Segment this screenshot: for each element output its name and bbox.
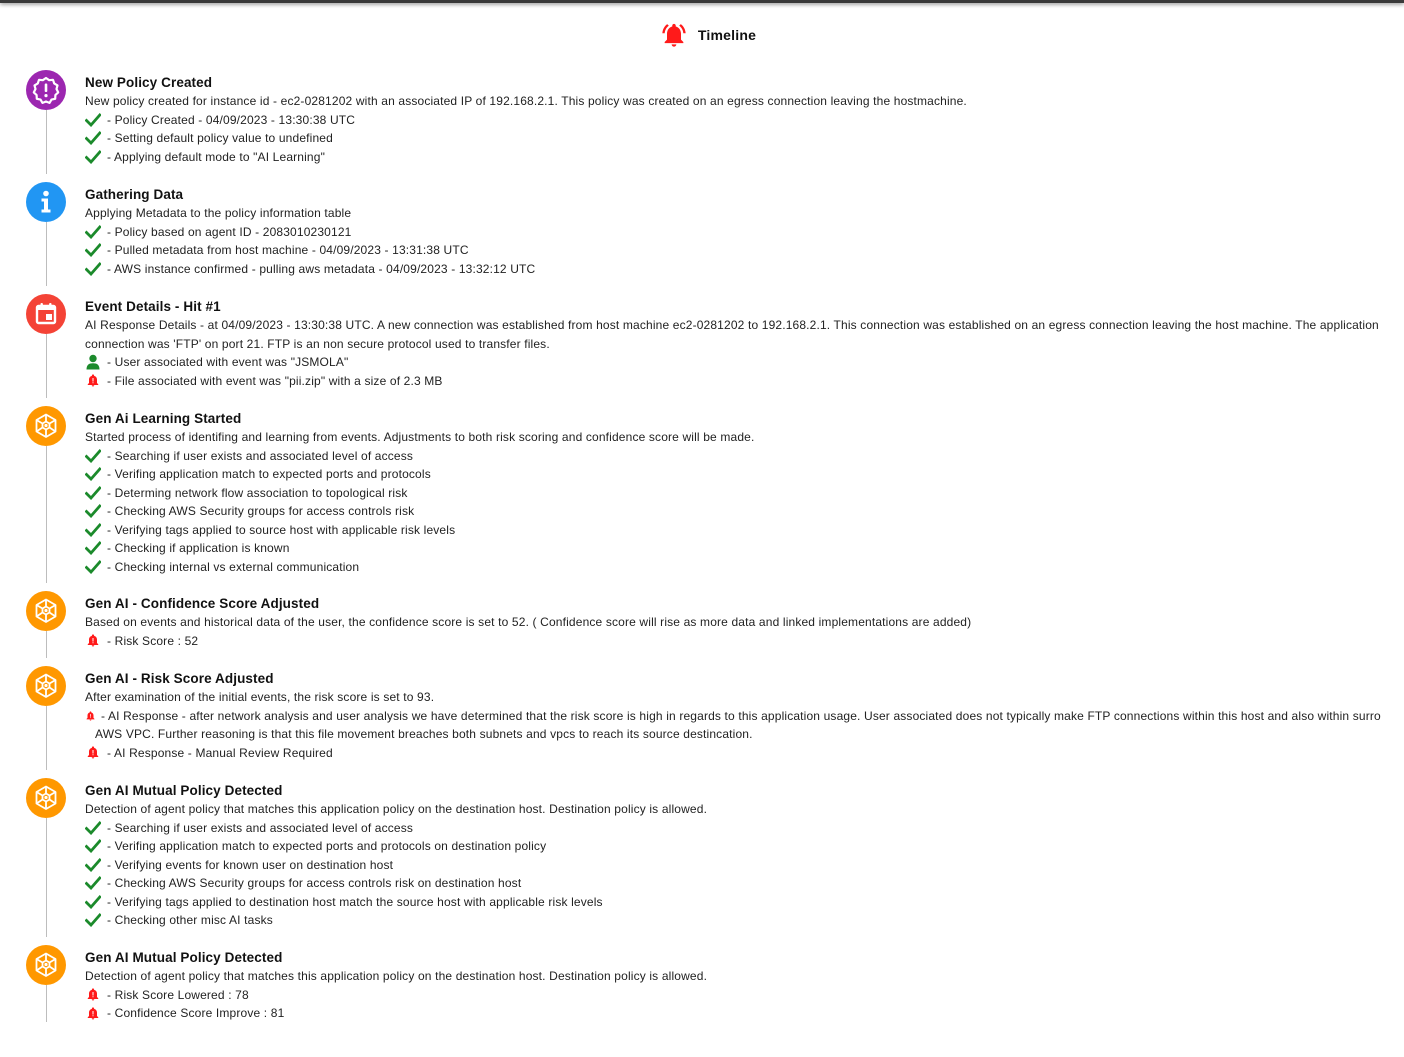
event-title: Gathering Data bbox=[85, 187, 184, 202]
event-description: New policy created for instance id - ec2-0281202 with an associated IP of 192.168.2.1. This policy was created on an egress connection leaving the hostmachine. bbox=[85, 94, 967, 108]
list-item bbox=[85, 893, 1404, 912]
list-item bbox=[85, 539, 1404, 558]
check-icon bbox=[85, 558, 101, 576]
list-item-text: - Verifing application match to expected ports and protocols on destination policy bbox=[107, 839, 547, 853]
event-title: Gen Ai Learning Started bbox=[85, 411, 242, 426]
event-steps bbox=[85, 819, 1404, 930]
bell-icon bbox=[85, 707, 95, 725]
timeline-connector bbox=[46, 110, 47, 174]
timeline-event bbox=[0, 778, 1404, 930]
check-icon bbox=[85, 911, 101, 929]
list-item bbox=[85, 502, 1404, 521]
list-item bbox=[85, 707, 1404, 726]
list-item-text: - AWS instance confirmed - pulling aws metadata - 04/09/2023 - 13:32:12 UTC bbox=[107, 261, 536, 276]
event-steps bbox=[85, 632, 1404, 651]
list-item bbox=[85, 129, 1404, 148]
list-item-text: - Confidence Score Improve : 81 bbox=[107, 1006, 285, 1020]
list-item-text: - Determing network flow association to topological risk bbox=[107, 485, 408, 500]
list-item bbox=[85, 558, 1404, 577]
timeline-event bbox=[0, 666, 1404, 762]
list-item-text: - Verifing application match to expected ports and protocols bbox=[107, 467, 431, 481]
list-item-text: - Checking if application is known bbox=[107, 541, 290, 555]
check-icon bbox=[85, 223, 101, 241]
check-icon bbox=[85, 241, 101, 259]
timeline-event bbox=[0, 70, 1404, 166]
timeline-connector bbox=[46, 222, 47, 286]
check-icon bbox=[85, 856, 101, 874]
event-steps bbox=[85, 111, 1404, 167]
ai-hexagon-icon bbox=[26, 666, 66, 706]
list-item bbox=[85, 819, 1404, 838]
event-description: After examination of the initial events, the risk score is set to 93. bbox=[85, 690, 435, 704]
list-item-text: - Checking internal vs external communication bbox=[107, 559, 360, 574]
timeline-connector bbox=[46, 818, 47, 937]
list-item-text: - Pulled metadata from host machine - 04/09/2023 - 13:31:38 UTC bbox=[107, 243, 469, 257]
event-title: Gen AI Mutual Policy Detected bbox=[85, 950, 283, 965]
list-item-text: - Setting default policy value to undefined bbox=[107, 131, 333, 145]
timeline-connector bbox=[46, 446, 47, 583]
list-item-text: - Risk Score : 52 bbox=[107, 633, 199, 648]
policy-alert-icon bbox=[26, 70, 66, 110]
event-title: Gen AI - Risk Score Adjusted bbox=[85, 671, 274, 686]
timeline-connector bbox=[46, 334, 47, 398]
ai-hexagon-icon bbox=[26, 945, 66, 985]
list-item-text: - Verifying tags applied to source host with applicable risk levels bbox=[107, 522, 456, 537]
check-icon bbox=[85, 465, 101, 483]
event-title: Gen AI - Confidence Score Adjusted bbox=[85, 596, 320, 611]
timeline-event-body bbox=[85, 945, 1404, 1023]
bell-icon bbox=[85, 986, 101, 1004]
check-icon bbox=[85, 260, 101, 278]
timeline-event-body bbox=[85, 182, 1404, 278]
check-icon bbox=[85, 484, 101, 502]
window-top-border bbox=[0, 0, 1404, 3]
list-item-text: - Verifying events for known user on destination host bbox=[107, 857, 394, 872]
event-title: Gen AI Mutual Policy Detected bbox=[85, 783, 283, 798]
event-title: Event Details - Hit #1 bbox=[85, 299, 221, 314]
list-item-text: - User associated with event was "JSMOLA" bbox=[107, 355, 349, 369]
timeline-event-body bbox=[85, 70, 1404, 166]
event-description: Started process of identifing and learning from events. Adjustments to both risk scoring and confidence score will be made. bbox=[85, 430, 755, 444]
list-item-text: - Checking other misc AI tasks bbox=[107, 913, 273, 927]
timeline-header bbox=[0, 20, 1404, 50]
bell-icon bbox=[85, 744, 101, 762]
bell-icon bbox=[85, 632, 101, 650]
list-item bbox=[85, 484, 1404, 503]
list-item bbox=[85, 837, 1404, 856]
list-item-text: - Verifying tags applied to destination host match the source host with applicable risk levels bbox=[107, 894, 603, 909]
list-item-text: - Searching if user exists and associated level of access bbox=[107, 448, 414, 463]
bell-icon bbox=[85, 372, 101, 390]
event-description: connection was 'FTP' on port 21. FTP is an non secure protocol used to transfer files. bbox=[85, 336, 550, 351]
timeline-connector bbox=[46, 631, 47, 658]
check-icon bbox=[85, 837, 101, 855]
list-item bbox=[85, 986, 1404, 1005]
check-icon bbox=[85, 111, 101, 129]
timeline-event-body bbox=[85, 406, 1404, 576]
ai-hexagon-icon bbox=[26, 778, 66, 818]
list-item bbox=[85, 353, 1404, 372]
event-description: AI Response Details - at 04/09/2023 - 13:30:38 UTC. A new connection was established from host machine ec2-0281202 to 192.168.2.1. This connection was established on an egress connection leaving the host machine. The application bbox=[85, 318, 1379, 332]
list-item bbox=[85, 447, 1404, 466]
user-icon bbox=[85, 353, 101, 371]
event-steps bbox=[85, 986, 1404, 1023]
event-description: Detection of agent policy that matches this application policy on the destination host. Destination policy is allowed. bbox=[85, 802, 708, 816]
list-item bbox=[85, 223, 1404, 242]
check-icon bbox=[85, 893, 101, 911]
calendar-icon bbox=[26, 294, 66, 334]
check-icon bbox=[85, 447, 101, 465]
timeline-event bbox=[0, 294, 1404, 390]
check-icon bbox=[85, 129, 101, 147]
timeline-event bbox=[0, 591, 1404, 650]
list-item-text: - File associated with event was "pii.zip" with a size of 2.3 MB bbox=[107, 373, 443, 388]
list-item bbox=[85, 1004, 1404, 1023]
timeline-event-body bbox=[85, 778, 1404, 930]
list-item bbox=[85, 521, 1404, 540]
list-item-text: - Policy based on agent ID - 2083010230121 bbox=[107, 224, 352, 239]
check-icon bbox=[85, 874, 101, 892]
list-item-text: - Checking AWS Security groups for access controls risk bbox=[107, 504, 415, 518]
check-icon bbox=[85, 521, 101, 539]
list-item-text: - AI Response - Manual Review Required bbox=[107, 745, 333, 760]
event-steps bbox=[85, 223, 1404, 279]
list-item bbox=[85, 372, 1404, 391]
list-item-text: - Policy Created - 04/09/2023 - 13:30:38 UTC bbox=[107, 112, 356, 127]
info-icon bbox=[26, 182, 66, 222]
list-item-text: - Applying default mode to "AI Learning" bbox=[107, 149, 325, 164]
list-item bbox=[85, 241, 1404, 260]
list-item-continuation: AWS VPC. Further reasoning is that this file movement breaches both subnets and vpcs to reach its source destincation. bbox=[95, 727, 753, 741]
timeline-event-body bbox=[85, 666, 1404, 762]
timeline-connector bbox=[46, 985, 47, 1022]
event-description: Detection of agent policy that matches this application policy on the destination host. Destination policy is allowed. bbox=[85, 969, 708, 983]
bell-icon bbox=[660, 21, 688, 49]
check-icon bbox=[85, 502, 101, 520]
list-item bbox=[85, 148, 1404, 167]
check-icon bbox=[85, 819, 101, 837]
bell-icon bbox=[85, 1004, 101, 1022]
check-icon bbox=[85, 148, 101, 166]
list-item bbox=[85, 856, 1404, 875]
event-steps bbox=[85, 447, 1404, 577]
list-item-text: - AI Response - after network analysis and user analysis we have determined that the risk score is high in regards to this application usage. User associated does not typically make FTP connections within this host and also within surro bbox=[101, 708, 1381, 723]
list-item bbox=[85, 632, 1404, 651]
event-description: Based on events and historical data of the user, the confidence score is set to 52. ( Confidence score will rise as more data and linked implementations are added) bbox=[85, 615, 972, 629]
event-steps bbox=[85, 353, 1404, 390]
ai-hexagon-icon bbox=[26, 406, 66, 446]
list-item-text: - Checking AWS Security groups for access controls risk on destination host bbox=[107, 876, 522, 890]
timeline-event bbox=[0, 945, 1404, 1023]
timeline-event-body bbox=[85, 294, 1404, 390]
event-title: New Policy Created bbox=[85, 75, 213, 90]
list-item bbox=[85, 465, 1404, 484]
list-item-text: - Searching if user exists and associated level of access bbox=[107, 820, 414, 835]
timeline-connector bbox=[46, 706, 47, 770]
ai-hexagon-icon bbox=[26, 591, 66, 631]
list-item-text: - Risk Score Lowered : 78 bbox=[107, 987, 249, 1002]
list-item bbox=[85, 911, 1404, 930]
check-icon bbox=[85, 539, 101, 557]
timeline-event bbox=[0, 182, 1404, 278]
timeline-event bbox=[0, 406, 1404, 576]
page-title: Timeline bbox=[697, 27, 757, 43]
list-item bbox=[85, 260, 1404, 279]
event-description: Applying Metadata to the policy information table bbox=[85, 206, 352, 220]
list-item bbox=[85, 744, 1404, 763]
timeline-event-body bbox=[85, 591, 1404, 650]
list-item bbox=[85, 111, 1404, 130]
list-item bbox=[85, 874, 1404, 893]
event-steps bbox=[85, 707, 1404, 763]
